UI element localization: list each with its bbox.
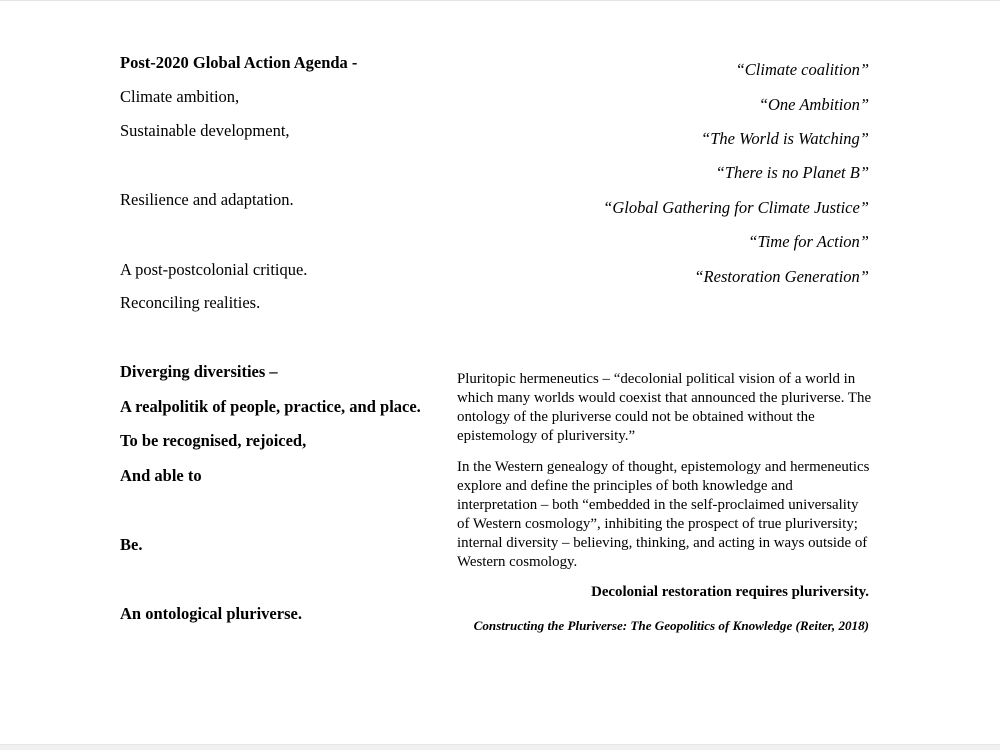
slogan: “Global Gathering for Climate Justice”: [603, 198, 869, 217]
sustainable-development-line: Sustainable development,: [120, 121, 290, 140]
pluritopic-paragraph: Pluritopic hermeneutics – “decolonial political vision of a world in which many worlds would coexist that announced the pluriverse. The ontology of the pluriverse could not be obtained without the epistemology of pluriversity.”: [457, 371, 872, 444]
able-to-line: And able to: [120, 466, 202, 485]
diverging-line: Diverging diversities –: [120, 362, 278, 381]
citation: Constructing the Pluriverse: The Geopolitics of Knowledge (Reiter, 2018): [473, 618, 869, 633]
slogan: “Time for Action”: [748, 232, 869, 251]
recognised-line: To be recognised, rejoiced,: [120, 431, 307, 450]
page-top-edge: [0, 0, 1000, 1]
be-line: Be.: [120, 535, 143, 554]
conclusion-statement: Decolonial restoration requires pluriversity.: [591, 584, 869, 600]
slogan: “Climate coalition”: [735, 60, 869, 79]
realpolitik-line: A realpolitik of people, practice, and place.: [120, 397, 421, 416]
resilience-line: Resilience and adaptation.: [120, 190, 294, 209]
slogan: “One Ambition”: [758, 95, 869, 114]
slogan: “There is no Planet B”: [715, 163, 869, 182]
slogan: “Restoration Generation”: [694, 267, 869, 286]
climate-ambition-line: Climate ambition,: [120, 87, 240, 106]
slogan: “The World is Watching”: [701, 129, 869, 148]
genealogy-paragraph: In the Western genealogy of thought, epistemology and hermeneutics explore and define the principles of both knowledge and interpretation – both “embedded in the self-proclaimed universality of Western cosmology”, inhibiting the prospect of true pluriversity; internal diversity – believing, thinking, and acting in ways outside of Western cosmology.: [457, 459, 870, 570]
pluriverse-line: An ontological pluriverse.: [120, 604, 302, 623]
critique-line: A post-postcolonial critique.: [120, 260, 308, 279]
page-bottom-edge: [0, 744, 1000, 750]
agenda-title: Post-2020 Global Action Agenda -: [120, 53, 358, 72]
reconciling-line: Reconciling realities.: [120, 293, 261, 312]
